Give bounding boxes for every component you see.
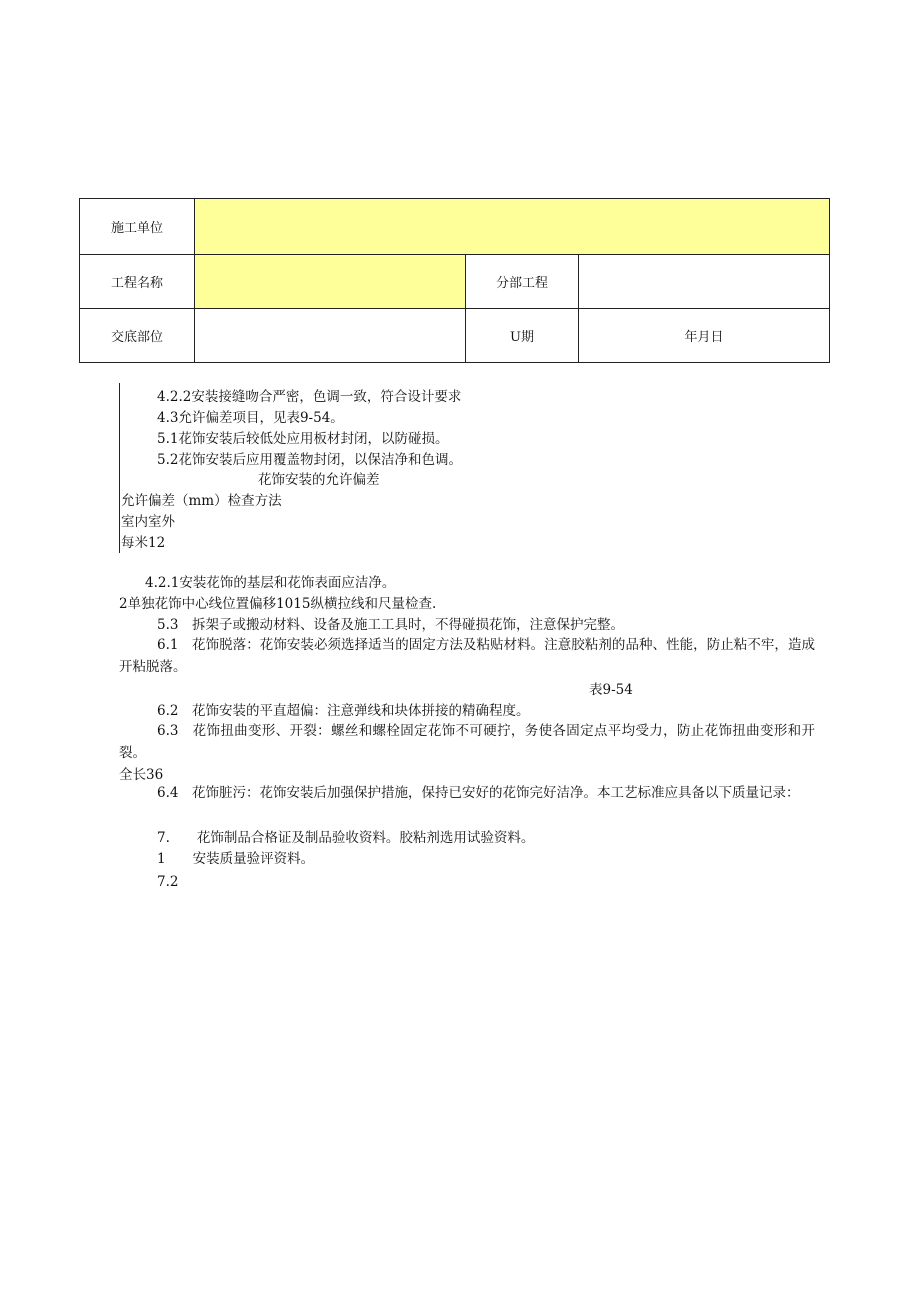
project-name-label: 工程名称 — [80, 255, 195, 309]
date-field[interactable]: 年月日 — [579, 309, 830, 363]
clause-5-3: 5.3 拆架子或搬动材料、设备及施工工具时，不得碰损花饰，注意保护完整。 — [157, 617, 624, 633]
table-row-full-length: 全长36 — [119, 767, 164, 783]
clause-5-2: 5.2花饰安装后应用覆盖物封闭，以保洁净和色调。 — [157, 452, 462, 468]
table-header-tolerance: 允许偏差（mm）检查方法 — [121, 493, 282, 509]
table-caption: 花饰安装的允许偏差 — [258, 472, 380, 488]
clause-4-3: 4.3允许偏差项目，见表9-54。 — [157, 410, 344, 426]
clause-4-2-1: 4.2.1安装花饰的基层和花饰表面应洁净。 — [145, 575, 396, 591]
clause-7-2: 7.2 — [157, 874, 179, 890]
clause-7-1: 1 安装质量验评资料。 — [157, 851, 315, 867]
handover-location-label: 交底部位 — [80, 309, 195, 363]
date-label: U期 — [466, 309, 579, 363]
table-header-indoor-outdoor: 室内室外 — [121, 514, 175, 530]
sub-project-label: 分部工程 — [466, 255, 579, 309]
clause-7: 7. 花饰制品合格证及制品验收资料。胶粘剂选用试验资料。 — [157, 830, 535, 846]
clause-6-2: 6.2 花饰安装的平直超偏：注意弹线和块体拼接的精确程度。 — [157, 703, 530, 719]
table-number: 表9-54 — [589, 682, 633, 698]
clause-6-4: 6.4 花饰脏污：花饰安装后加强保护措施，保持已安好的花饰完好洁净。本工艺标准应具备以下质量记录： — [157, 785, 800, 801]
clause-4-2-2: 4.2.2安装接缝吻合严密，色调一致，符合设计要求 — [157, 389, 462, 405]
clause-5-1: 5.1花饰安装后较低处应用板材封闭，以防碰损。 — [157, 431, 449, 447]
construction-unit-label: 施工单位 — [80, 199, 195, 255]
table-row-center-offset: 2单独花饰中心线位置偏移1015纵横拉线和尺量检查. — [119, 596, 437, 612]
table-row-per-meter: 每米12 — [121, 535, 166, 551]
clause-6-3: 6.3 花饰扭曲变形、开裂：螺丝和螺栓固定花饰不可硬拧，务使各固定点平均受力，防止花饰扭曲变形和开裂。 — [119, 723, 815, 761]
clause-6-1: 6.1 花饰脱落：花饰安装必须选择适当的固定方法及粘贴材料。注意胶粘剂的品种、性能，防止粘不牢，造成开粘脱落。 — [119, 637, 815, 675]
